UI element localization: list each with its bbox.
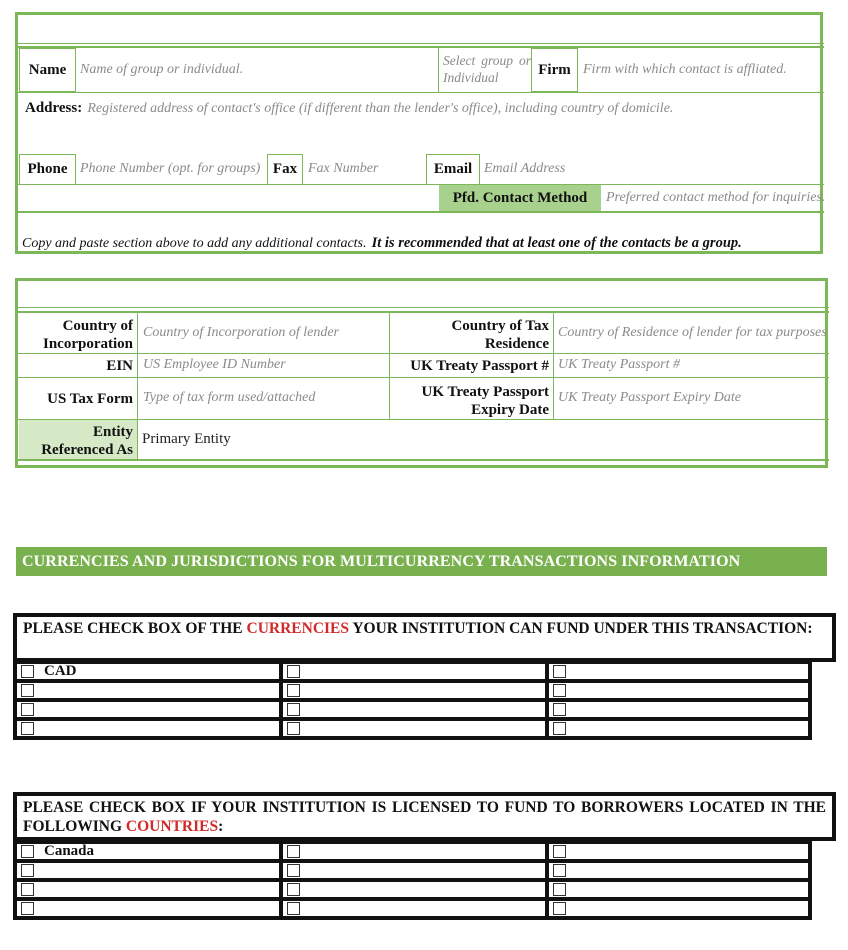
countries-q-red: COUNTRIES [125,818,219,835]
divider [18,92,824,93]
uk-expiry-label [390,378,553,419]
currency-checkbox[interactable] [553,665,566,678]
currency-option-label: CAD [44,663,77,680]
uk-passport-label-text: UK Treaty Passport # [410,357,549,374]
country-checkbox[interactable] [553,845,566,858]
currency-checkbox[interactable] [553,703,566,716]
currency-cell [281,719,547,738]
country-incorporation-input[interactable]: Country of Incorporation of lender [143,325,339,340]
country-incorporation-label [19,314,137,353]
name-label: Name [28,61,67,78]
country-checkbox[interactable] [553,902,566,915]
country-checkbox[interactable] [287,864,300,877]
contact-section [15,12,826,254]
country-tax-line1: Country of Tax [451,318,549,334]
country-cell [281,861,547,880]
firm-label-cell [531,48,578,92]
firm-input[interactable]: Firm with which contact is affliated. [583,62,787,77]
select-hint-line1: Select group or [443,53,531,68]
country-checkbox[interactable] [287,845,300,858]
currency-cell [15,719,281,738]
country-cell [547,861,810,880]
currency-row [15,700,810,719]
currency-checkbox[interactable] [21,722,34,735]
currency-cell [281,700,547,719]
currency-checkbox[interactable] [553,684,566,697]
contact-type-select[interactable] [443,52,531,86]
country-checkbox[interactable] [21,864,34,877]
uk-passport-input[interactable]: UK Treaty Passport # [558,357,680,372]
entity-line2: Referenced As [41,442,133,458]
banner-text: CURRENCIES AND JURISDICTIONS FOR MULTICURRENCY TRANSACTIONS INFORMATION [22,552,741,570]
phone-label: Phone [27,161,68,177]
country-inc-line1: Country of [62,318,133,334]
pfd-contact-method-input[interactable]: Preferred contact method for inquiries. [606,190,826,205]
country-cell [547,842,810,861]
currency-cell [15,700,281,719]
country-cell [281,842,547,861]
country-cell [15,861,281,880]
currency-row [15,662,810,681]
us-tax-form-label-text: US Tax Form [47,390,133,407]
fax-label-cell [267,154,303,185]
ein-label-text: EIN [106,357,133,374]
address-row [25,97,815,117]
divider [18,459,829,461]
currency-cell [15,681,281,700]
country-row [15,899,810,918]
countries-question [13,792,836,841]
uk-passport-label [390,354,553,377]
currency-cell [15,662,281,681]
country-row [15,842,810,861]
country-option-label: Canada [44,843,95,860]
ein-input[interactable]: US Employee ID Number [143,357,286,372]
currency-row [15,681,810,700]
currency-row [15,719,810,738]
divider [18,311,829,313]
country-tax-residence-label [390,314,553,353]
fax-input[interactable]: Fax Number [308,161,379,176]
country-inc-line2: Incorporation [43,336,133,352]
currencies-question [13,613,836,662]
phone-label-cell [19,154,76,185]
currency-cell [547,681,810,700]
entity-referenced-label [19,420,137,459]
country-checkbox[interactable] [21,902,34,915]
divider [438,48,439,92]
country-tax-line2: Residence [484,336,549,352]
name-input[interactable]: Name of group or individual. [80,62,244,77]
currency-checkbox[interactable] [553,722,566,735]
country-cell [547,880,810,899]
us-tax-form-input[interactable]: Type of tax form used/attached [143,390,316,405]
divider [18,184,824,185]
address-label: Address: [25,100,83,116]
currency-checkbox[interactable] [21,684,34,697]
currency-cell [547,662,810,681]
firm-label: Firm [538,61,571,78]
country-cell [15,880,281,899]
currency-checkbox[interactable] [287,684,300,697]
fax-label: Fax [272,161,298,177]
currencies-q-red: CURRENCIES [246,620,350,637]
pfd-label-text: Pfd. Contact Method [452,189,588,206]
currency-cell [547,719,810,738]
note-bold: It is recommended that at least one of the contacts be a group. [371,235,742,251]
email-input[interactable]: Email Address [484,161,566,176]
note-italic: Copy and paste section above to add any additional contacts. [22,236,367,251]
currency-cell [281,662,547,681]
currency-checkbox[interactable] [287,665,300,678]
email-label-cell [426,154,480,185]
email-label: Email [433,161,473,177]
currency-checkbox[interactable] [287,722,300,735]
currency-checkbox[interactable] [21,703,34,716]
entity-referenced-input[interactable]: Primary Entity [142,431,231,447]
currency-checkbox[interactable] [21,665,34,678]
country-cell [281,899,547,918]
uk-expiry-line2: Expiry Date [471,402,549,418]
country-checkbox[interactable] [287,902,300,915]
entity-line1: Entity [92,424,133,440]
currencies-q-pre: PLEASE CHECK BOX OF THE [23,620,243,637]
currency-cell [281,681,547,700]
currency-cell [547,700,810,719]
us-tax-form-label [19,378,137,419]
pfd-contact-method-label [439,185,601,211]
uk-expiry-input[interactable]: UK Treaty Passport Expiry Date [558,390,742,405]
country-row [15,861,810,880]
currency-checkbox-table [13,660,812,740]
address-input[interactable]: Registered address of contact's office (if different than the lender's office), including country of domicile. [87,101,674,116]
name-label-cell [19,48,76,92]
uk-expiry-line1: UK Treaty Passport [421,384,549,400]
divider [18,419,829,420]
country-checkbox[interactable] [21,845,34,858]
country-cell [281,880,547,899]
country-checkbox[interactable] [21,883,34,896]
divider [18,211,824,213]
currency-section-banner [16,547,827,576]
divider [18,43,824,44]
country-checkbox[interactable] [287,883,300,896]
ein-label [19,354,137,377]
phone-input[interactable]: Phone Number (opt. for groups) [80,161,261,176]
country-checkbox-table [13,840,812,920]
divider [18,307,829,308]
divider [137,313,138,459]
country-cell [547,899,810,918]
countries-q-pre: PLEASE CHECK BOX IF YOUR INSTITUTION IS LICENSED TO FUND TO BORROWERS LOCATED IN THE FOLLOWING [23,799,826,835]
country-tax-residence-input[interactable]: Country of Residence of lender for tax purposes [558,325,827,340]
country-cell [15,842,281,861]
divider [18,46,824,48]
country-checkbox[interactable] [553,864,566,877]
currencies-q-post: YOUR INSTITUTION CAN FUND UNDER THIS TRANSACTION: [352,620,813,637]
currency-checkbox[interactable] [287,703,300,716]
countries-q-post: : [218,818,224,835]
country-checkbox[interactable] [553,883,566,896]
country-cell [15,899,281,918]
additional-contacts-note [22,232,822,252]
country-row [15,880,810,899]
select-hint-line2: Individual [443,70,499,85]
divider [553,313,554,419]
